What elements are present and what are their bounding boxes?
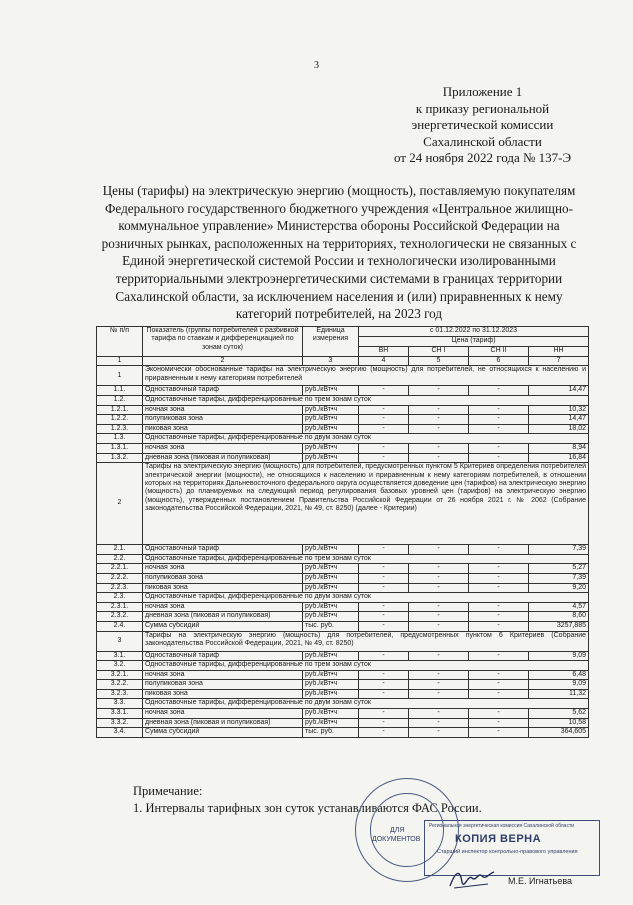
value-sn2: - (469, 718, 529, 728)
row-number: 3.1. (97, 651, 143, 661)
appendix-line: Сахалинской области (423, 133, 542, 149)
row-indicator: полупиковая зона (143, 415, 303, 425)
value-vn: - (359, 453, 409, 463)
row-number: 1.3. (97, 434, 143, 444)
subsection-title: Одноставочные тарифы, дифференцированные по трем зонам суток (143, 661, 589, 671)
header-index: 6 (469, 357, 529, 366)
notes-title: Примечание: (133, 784, 203, 798)
value-sn1: - (409, 651, 469, 661)
row-number: 3.2.3. (97, 689, 143, 699)
value-sn2: - (469, 424, 529, 434)
section-description: Тарифы на электрическую энергию (мощность) для потребителей, предусмотренных пунктом 5 Критериев определения потребителей электрической энергии (мощности), не относящихся к населению и приравненным к нему категориям потребителей, в отношении которых на территориях Дальневосточного федерального округа осуществляется доведение цен (тарифов) на электрическую энергию (мощность) до планируемых на следующий период регулирования базовых уровней цен (тарифов) на электрическую энергию (мощность), утвержденных постановлением Правительства Российской Федерации от 26 ноября 2021 г. № 2062 (Собрание законодательства Российской Федерации, 2021, № 49, ст. 8250) (далее - Критерии) (143, 463, 589, 545)
header-num: № п/п (97, 327, 143, 357)
value-nn: 10,32 (529, 405, 589, 415)
row-unit: руб./кВт•ч (303, 545, 359, 555)
value-sn1: - (409, 709, 469, 719)
stamp-position: Старший инспектор контрольно-правового управления (437, 849, 578, 855)
row-indicator: ночная зона (143, 602, 303, 612)
value-sn1: - (409, 415, 469, 425)
row-number: 3.3. (97, 699, 143, 709)
value-nn: 5,62 (529, 709, 589, 719)
row-indicator: ночная зона (143, 564, 303, 574)
value-sn1: - (409, 453, 469, 463)
value-nn: 9,09 (529, 680, 589, 690)
value-sn1: - (409, 583, 469, 593)
value-vn: - (359, 680, 409, 690)
value-sn2: - (469, 453, 529, 463)
row-number: 2.2.1. (97, 564, 143, 574)
stamp-doc-line: ДЛЯ (390, 827, 405, 834)
table-row (97, 443, 589, 453)
subsection-title: Одноставочные тарифы, дифференцированные по двум зонам суток (143, 593, 589, 603)
page-number: 3 (314, 60, 319, 71)
value-vn: - (359, 583, 409, 593)
value-sn1: - (409, 728, 469, 738)
subsection-title: Одноставочные тарифы, дифференцированные по трем зонам суток (143, 554, 589, 564)
row-number: 3.4. (97, 728, 143, 738)
row-number: 1 (97, 366, 143, 386)
row-unit: руб./кВт•ч (303, 718, 359, 728)
table-row (97, 434, 589, 444)
table-row (97, 680, 589, 690)
value-sn1: - (409, 564, 469, 574)
table-row (97, 689, 589, 699)
value-sn1: - (409, 612, 469, 622)
value-vn: - (359, 424, 409, 434)
row-number: 2.2.3. (97, 583, 143, 593)
value-sn2: - (469, 728, 529, 738)
value-sn1: - (409, 545, 469, 555)
row-indicator: Одноставочный тариф (143, 386, 303, 396)
table-row (97, 554, 589, 564)
row-unit: руб./кВт•ч (303, 453, 359, 463)
value-sn2: - (469, 583, 529, 593)
value-vn: - (359, 405, 409, 415)
table-row (97, 564, 589, 574)
value-vn: - (359, 612, 409, 622)
stamp-doc-label (372, 826, 420, 844)
value-nn: 4,57 (529, 602, 589, 612)
stamp-copy-mark: КОПИЯ ВЕРНА (455, 833, 542, 845)
header-unit: Единица измерения (303, 327, 359, 357)
value-sn1: - (409, 443, 469, 453)
subsection-title: Одноставочные тарифы, дифференцированные по трем зонам суток (143, 396, 589, 406)
value-vn: - (359, 728, 409, 738)
signature-icon (448, 866, 496, 892)
table-row (97, 621, 589, 631)
value-nn: 10,58 (529, 718, 589, 728)
value-sn2: - (469, 545, 529, 555)
row-indicator: дневная зона (пиковая и полупиковая) (143, 718, 303, 728)
header-index: 1 (97, 357, 143, 366)
value-nn: 6,48 (529, 670, 589, 680)
row-unit: руб./кВт•ч (303, 680, 359, 690)
value-sn1: - (409, 689, 469, 699)
value-vn: - (359, 443, 409, 453)
table-row (97, 699, 589, 709)
appendix-line: энергетической комиссии (411, 117, 554, 132)
value-nn: 364,605 (529, 728, 589, 738)
table-row (97, 415, 589, 425)
value-sn1: - (409, 405, 469, 415)
table-row (97, 670, 589, 680)
row-indicator: пиковая зона (143, 583, 303, 593)
subsection-title: Одноставочные тарифы, дифференцированные по двум зонам суток (143, 434, 589, 444)
row-unit: руб./кВт•ч (303, 424, 359, 434)
table-row (97, 424, 589, 434)
table-row (97, 463, 589, 545)
row-number: 2.1. (97, 545, 143, 555)
row-unit: тыс. руб. (303, 621, 359, 631)
row-unit: руб./кВт•ч (303, 573, 359, 583)
value-vn: - (359, 386, 409, 396)
header-sn2: СН II (469, 347, 529, 357)
row-indicator: ночная зона (143, 405, 303, 415)
header-price: Цена (тариф) (359, 337, 589, 347)
row-number: 2 (97, 463, 143, 545)
header-vn: ВН (359, 347, 409, 357)
value-sn2: - (469, 443, 529, 453)
value-vn: - (359, 689, 409, 699)
row-indicator: Сумма субсидий (143, 621, 303, 631)
row-indicator: ночная зона (143, 443, 303, 453)
row-indicator: дневная зона (пиковая и полупиковая) (143, 453, 303, 463)
value-sn1: - (409, 621, 469, 631)
row-number: 2.3.2. (97, 612, 143, 622)
value-sn2: - (469, 573, 529, 583)
value-sn2: - (469, 602, 529, 612)
row-number: 2.4. (97, 621, 143, 631)
appendix-block (360, 84, 605, 167)
row-unit: руб./кВт•ч (303, 689, 359, 699)
value-sn1: - (409, 670, 469, 680)
row-indicator: ночная зона (143, 670, 303, 680)
row-number: 3 (97, 631, 143, 651)
header-index: 7 (529, 357, 589, 366)
table-row (97, 728, 589, 738)
value-nn: 8,94 (529, 443, 589, 453)
table-row (97, 573, 589, 583)
row-indicator: полупиковая зона (143, 573, 303, 583)
header-index: 5 (409, 357, 469, 366)
tariff-table (96, 326, 589, 738)
row-number: 1.3.1. (97, 443, 143, 453)
row-number: 1.1. (97, 386, 143, 396)
row-number: 2.2. (97, 554, 143, 564)
value-sn2: - (469, 689, 529, 699)
value-sn2: - (469, 564, 529, 574)
value-sn2: - (469, 709, 529, 719)
row-number: 2.3.1. (97, 602, 143, 612)
value-sn2: - (469, 415, 529, 425)
value-nn: 11,32 (529, 689, 589, 699)
row-number: 2.2.2. (97, 573, 143, 583)
row-unit: руб./кВт•ч (303, 602, 359, 612)
table-row (97, 366, 589, 386)
row-unit: тыс. руб. (303, 728, 359, 738)
section-description: Тарифы на электрическую энергию (мощность) для потребителей, предусмотренных пунктом 6 Критериев (Собрание законодательства Российской Федерации, 2021, № 49, ст. 8250) (143, 631, 589, 651)
row-number: 3.3.2. (97, 718, 143, 728)
header-index: 3 (303, 357, 359, 366)
row-indicator: полупиковая зона (143, 680, 303, 690)
value-sn2: - (469, 670, 529, 680)
row-number: 3.2. (97, 661, 143, 671)
row-unit: руб./кВт•ч (303, 612, 359, 622)
notes-item: 1. Интервалы тарифных зон суток устанавливаются ФАС России. (133, 801, 482, 815)
value-sn2: - (469, 621, 529, 631)
signer-name: М.Е. Игнатьева (508, 876, 573, 886)
value-vn: - (359, 602, 409, 612)
value-vn: - (359, 670, 409, 680)
row-indicator: Одноставочный тариф (143, 545, 303, 555)
row-indicator: Сумма субсидий (143, 728, 303, 738)
row-indicator: Одноставочный тариф (143, 651, 303, 661)
row-indicator: дневная зона (пиковая и полупиковая) (143, 612, 303, 622)
value-vn: - (359, 564, 409, 574)
table-row (97, 631, 589, 651)
row-unit: руб./кВт•ч (303, 415, 359, 425)
value-sn1: - (409, 424, 469, 434)
value-vn: - (359, 545, 409, 555)
value-nn: 16,84 (529, 453, 589, 463)
value-nn: 5,27 (529, 564, 589, 574)
value-sn2: - (469, 680, 529, 690)
value-nn: 9,09 (529, 651, 589, 661)
value-nn: 9,20 (529, 583, 589, 593)
value-vn: - (359, 573, 409, 583)
value-nn: 14,47 (529, 415, 589, 425)
value-sn1: - (409, 680, 469, 690)
header-sn1: СН I (409, 347, 469, 357)
section-description: Экономически обоснованные тарифы на электрическую энергию (мощность) для потребителей, не относящихся к населению и приравненным к нему категориям потребителей (143, 366, 589, 386)
appendix-line: Приложение 1 (442, 84, 523, 99)
appendix-line: к приказу региональной (415, 100, 550, 116)
header-index: 2 (143, 357, 303, 366)
value-nn: 18,02 (529, 424, 589, 434)
row-number: 3.2.1. (97, 670, 143, 680)
subsection-title: Одноставочные тарифы, дифференцированные по двум зонам суток (143, 699, 589, 709)
table-row (97, 651, 589, 661)
row-indicator: пиковая зона (143, 689, 303, 699)
row-number: 1.3.2. (97, 453, 143, 463)
row-number: 3.3.1. (97, 709, 143, 719)
value-vn: - (359, 718, 409, 728)
row-unit: руб./кВт•ч (303, 709, 359, 719)
value-nn: 14,47 (529, 386, 589, 396)
value-sn1: - (409, 602, 469, 612)
value-vn: - (359, 621, 409, 631)
value-nn: 3257,885 (529, 621, 589, 631)
row-number: 1.2. (97, 396, 143, 406)
table-row (97, 661, 589, 671)
row-number: 1.2.3. (97, 424, 143, 434)
header-index: 4 (359, 357, 409, 366)
row-unit: руб./кВт•ч (303, 651, 359, 661)
value-sn2: - (469, 651, 529, 661)
value-vn: - (359, 651, 409, 661)
table-row (97, 593, 589, 603)
appendix-line: от 24 ноября 2022 года № 137-Э (393, 150, 572, 165)
header-period: с 01.12.2022 по 31.12.2023 (359, 327, 589, 337)
document-title: Цены (тарифы) на электрическую энергию (мощность), поставляемую покупателям Федерального государственного бюджетного учреждения «Центральное жилищно-коммунальное управление» Министерства обороны Российской Федерации на розничных рынках, расположенных на территориях, технологически не связанных с Единой энергетической системой России и технологически изолированными территориальными электроэнергетическими системами в границах территории Сахалинской области, за исключением населения и (или) приравненных к нему категорий потребителей, на 2023 год (101, 183, 577, 322)
table-row (97, 386, 589, 396)
table-row (97, 405, 589, 415)
value-sn1: - (409, 718, 469, 728)
table-row (97, 396, 589, 406)
header-nn: НН (529, 347, 589, 357)
row-unit: руб./кВт•ч (303, 405, 359, 415)
stamp-org: Региональная энергетическая комиссия Сахалинской области (429, 823, 575, 829)
row-indicator: пиковая зона (143, 424, 303, 434)
table-row (97, 545, 589, 555)
row-unit: руб./кВт•ч (303, 443, 359, 453)
table-row (97, 583, 589, 593)
table-row (97, 612, 589, 622)
row-unit: руб./кВт•ч (303, 564, 359, 574)
row-unit: руб./кВт•ч (303, 670, 359, 680)
table-row (97, 718, 589, 728)
value-sn1: - (409, 386, 469, 396)
stamp-doc-line: ДОКУМЕНТОВ (372, 836, 421, 843)
row-unit: руб./кВт•ч (303, 583, 359, 593)
row-number: 1.2.2. (97, 415, 143, 425)
value-nn: 7,39 (529, 545, 589, 555)
row-indicator: ночная зона (143, 709, 303, 719)
header-indicator: Показатель (группы потребителей с разбивкой тарифа по ставкам и дифференциацией по зонам суток) (143, 327, 303, 357)
value-nn: 8,60 (529, 612, 589, 622)
row-number: 3.2.2. (97, 680, 143, 690)
value-vn: - (359, 709, 409, 719)
table-row (97, 602, 589, 612)
row-number: 2.3. (97, 593, 143, 603)
value-sn2: - (469, 405, 529, 415)
table-row (97, 453, 589, 463)
value-nn: 7,39 (529, 573, 589, 583)
value-sn1: - (409, 573, 469, 583)
value-sn2: - (469, 612, 529, 622)
table-row (97, 709, 589, 719)
value-sn2: - (469, 386, 529, 396)
row-unit: руб./кВт•ч (303, 386, 359, 396)
row-number: 1.2.1. (97, 405, 143, 415)
value-vn: - (359, 415, 409, 425)
